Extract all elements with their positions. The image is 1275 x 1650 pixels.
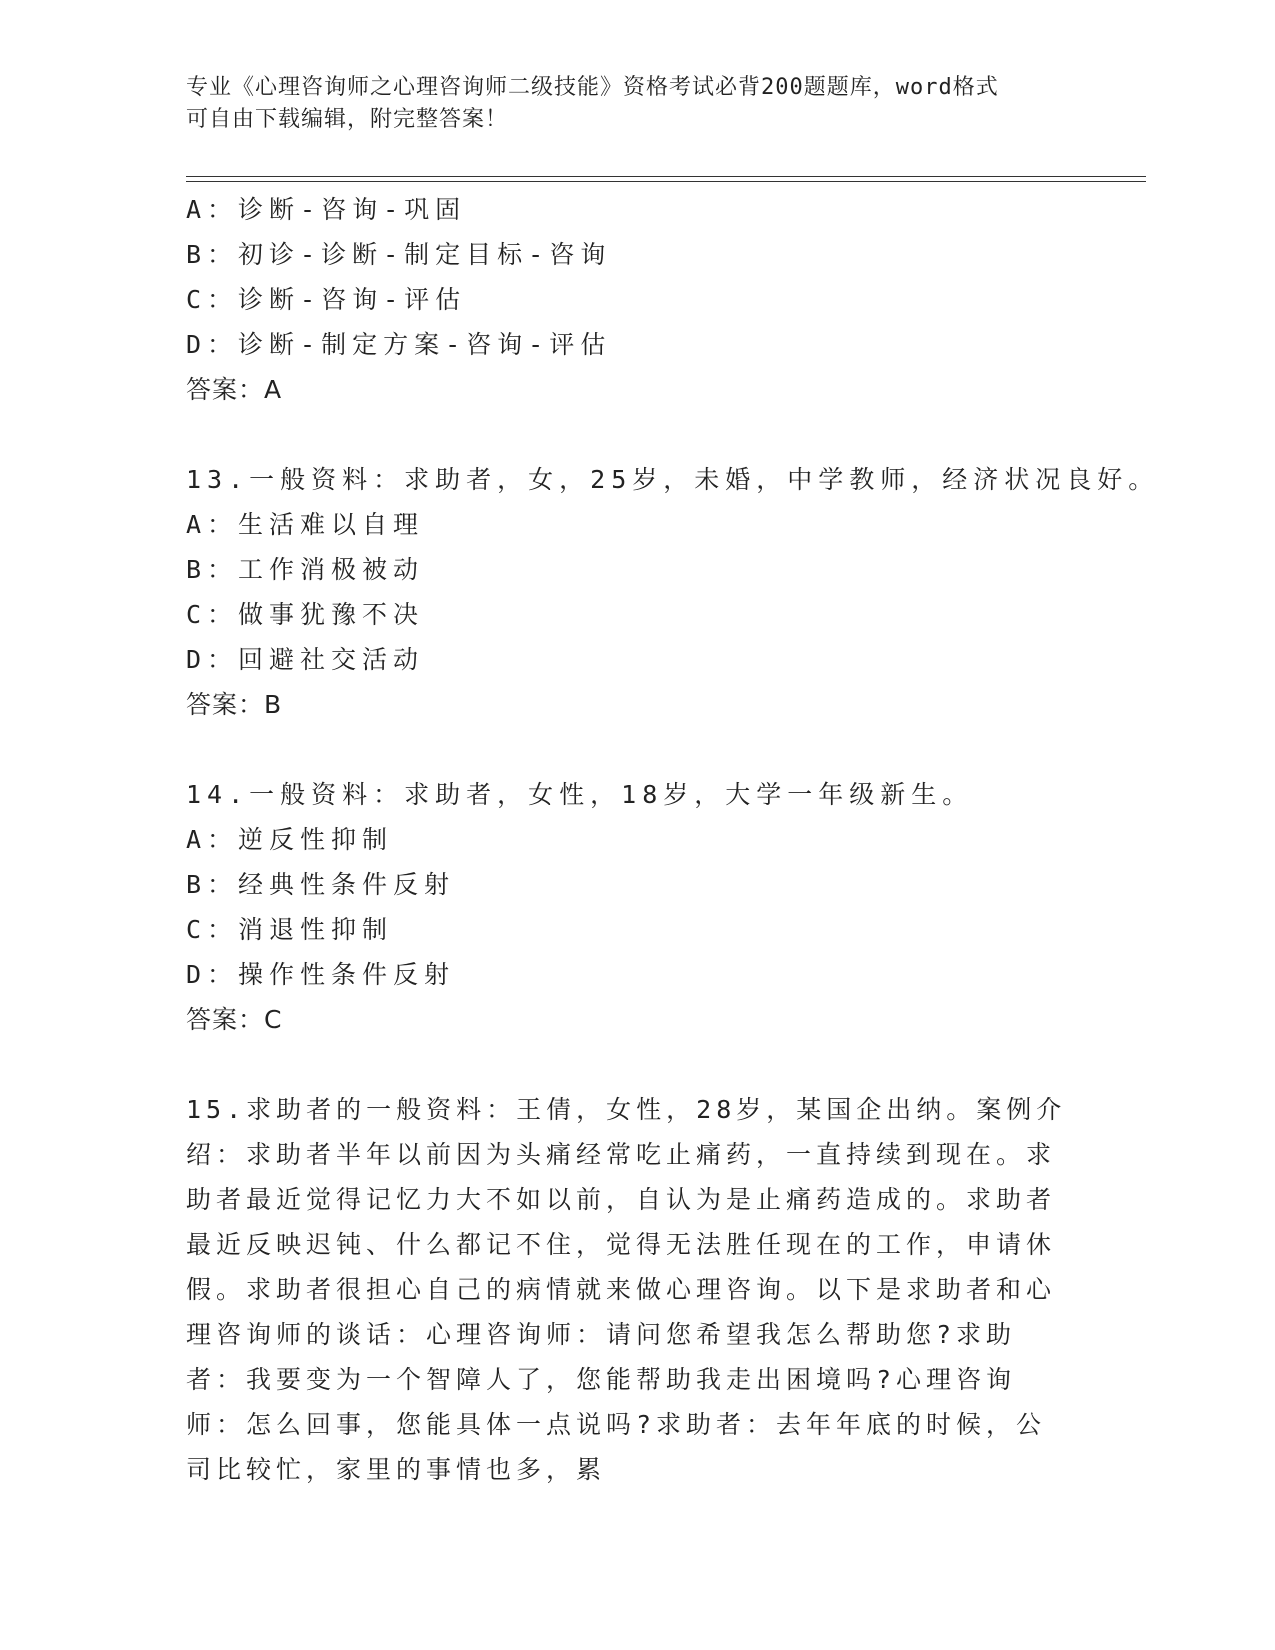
header-divider-top xyxy=(186,176,1146,177)
question-14 xyxy=(186,772,1076,1042)
option-d: D：回避社交活动 xyxy=(186,645,425,674)
question-15 xyxy=(186,1087,1076,1492)
header-title-line-1: 专业《心理咨询师之心理咨询师二级技能》资格考试必背200题题库，word格式 xyxy=(186,75,999,100)
option-d: D：操作性条件反射 xyxy=(186,960,456,989)
question-text: 13.一般资料：求助者，女，25岁，未婚，中学教师，经济状况良好。 xyxy=(186,465,1160,494)
answer: 答案：A xyxy=(186,375,283,404)
question-text: 14.一般资料：求助者，女性，18岁，大学一年级新生。 xyxy=(186,780,974,809)
option-d: D：诊断-制定方案-咨询-评估 xyxy=(186,330,612,359)
question-text: 15.求助者的一般资料：王倩，女性，28岁，某国企出纳。案例介绍：求助者半年以前因为头痛经常吃止痛药，一直持续到现在。求助者最近觉得记忆力大不如以前，自认为是止痛药造成的。求助者最近反映迟钝、什么都记不住，觉得无法胜任现在的工作，申请休假。求助者很担心自己的病情就来做心理咨询。以下是求助者和心理咨询师的谈话：心理咨询师：请问您希望我怎么帮助您?求助者：我要变为一个智障人了，您能帮助我走出困境吗?心理咨询师：怎么回事，您能具体一点说吗?求助者：去年年底的时候，公司比较忙，家里的事情也多，累 xyxy=(186,1095,1067,1484)
blank-line xyxy=(186,1042,1076,1087)
blank-line xyxy=(186,412,1076,457)
option-a: A：生活难以自理 xyxy=(186,510,425,539)
document-header xyxy=(186,72,1066,136)
question-13 xyxy=(186,457,1160,727)
option-b: B：经典性条件反射 xyxy=(186,870,456,899)
option-b: B：工作消极被动 xyxy=(186,555,425,584)
option-c: C：消退性抑制 xyxy=(186,915,394,944)
question-12 xyxy=(186,187,1076,412)
header-title-line-2: 可自由下载编辑，附完整答案！ xyxy=(186,107,509,132)
option-a: A：逆反性抑制 xyxy=(186,825,394,854)
blank-line xyxy=(186,727,1076,772)
option-b: B：初诊-诊断-制定目标-咨询 xyxy=(186,240,612,269)
document-body xyxy=(186,187,1160,1492)
option-a: A：诊断-咨询-巩固 xyxy=(186,195,467,224)
answer: 答案：C xyxy=(186,1005,283,1034)
option-c: C：做事犹豫不决 xyxy=(186,600,425,629)
option-c: C：诊断-咨询-评估 xyxy=(186,285,467,314)
answer: 答案：B xyxy=(186,690,283,719)
header-divider-bottom xyxy=(186,181,1146,182)
